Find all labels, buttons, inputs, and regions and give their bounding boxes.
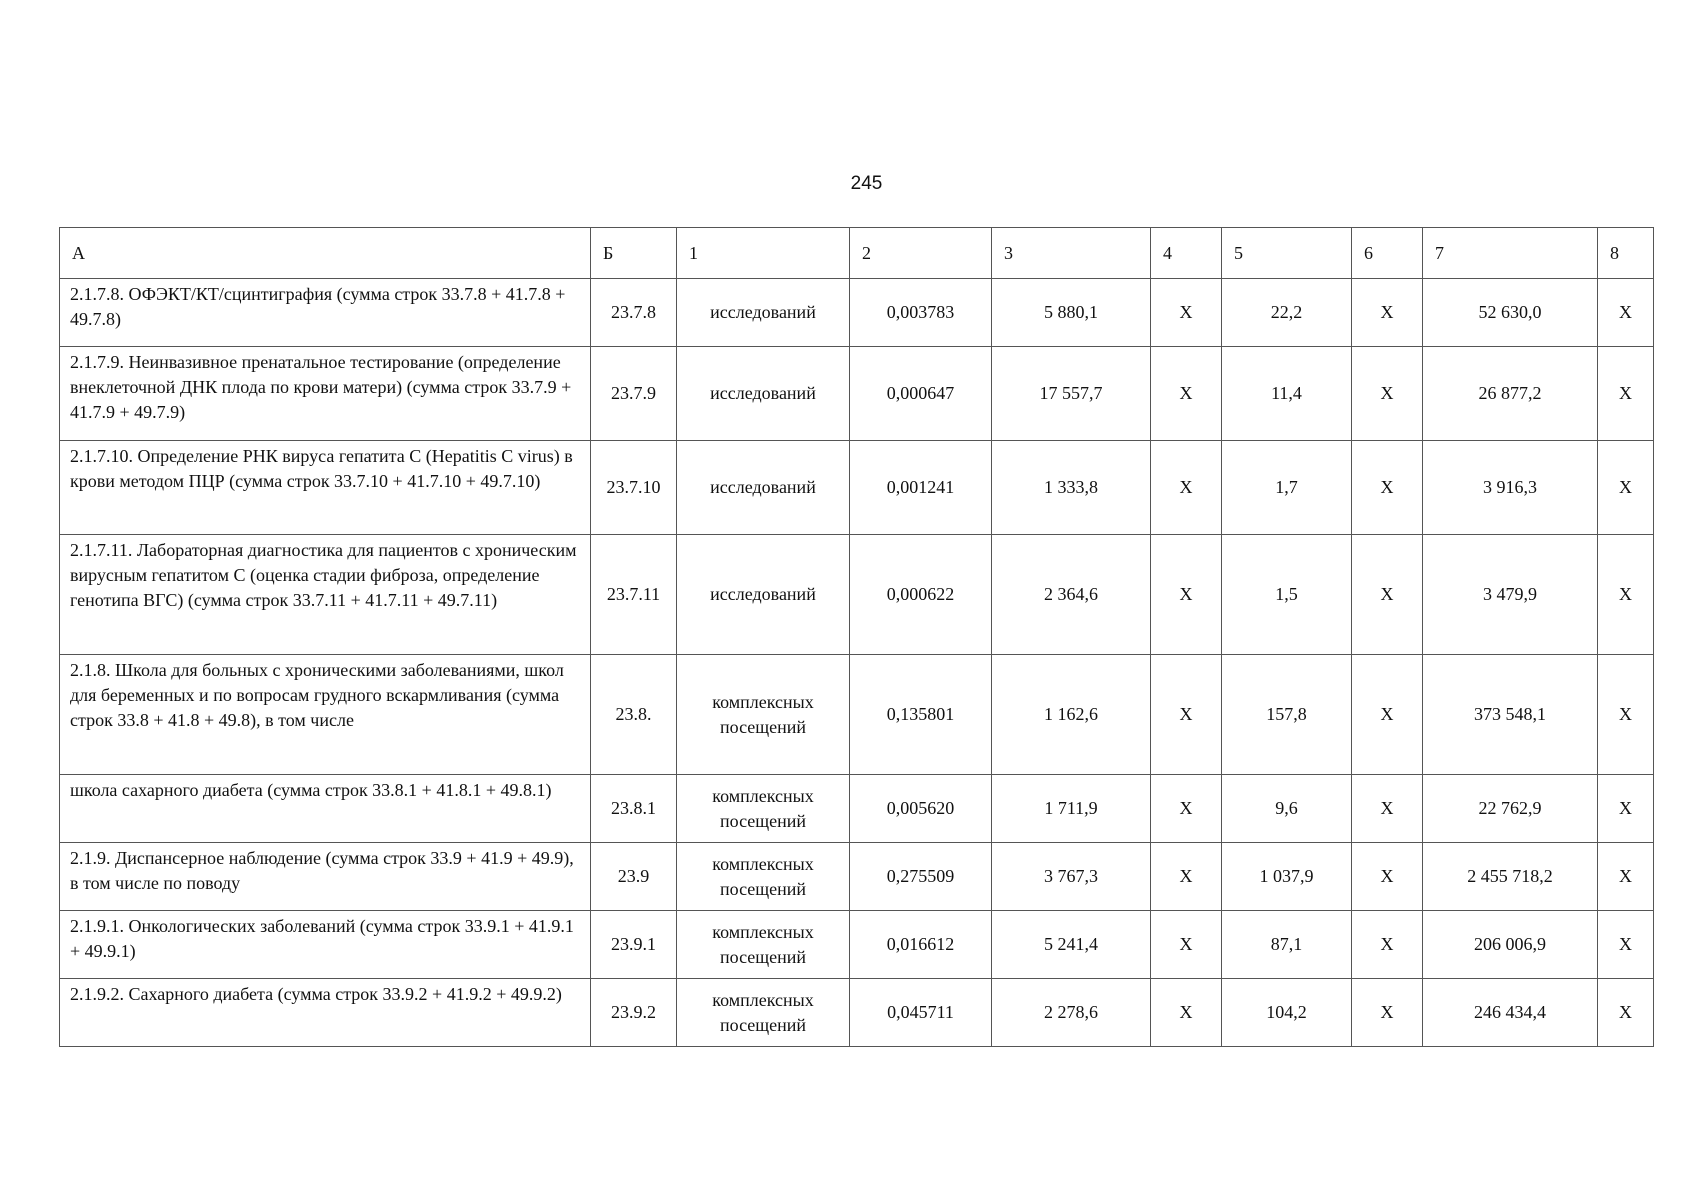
table-cell: 0,005620 xyxy=(850,775,992,843)
table-cell: 0,135801 xyxy=(850,655,992,775)
table-cell: X xyxy=(1151,655,1222,775)
table-cell: 0,016612 xyxy=(850,911,992,979)
table-cell: 0,001241 xyxy=(850,441,992,535)
table-cell: 5 241,4 xyxy=(992,911,1151,979)
table-cell: X xyxy=(1352,441,1423,535)
table-cell: X xyxy=(1151,775,1222,843)
table-cell: X xyxy=(1151,843,1222,911)
table-cell: 2 364,6 xyxy=(992,535,1151,655)
table-cell: X xyxy=(1352,535,1423,655)
header-cell: 2 xyxy=(850,228,992,279)
table-row xyxy=(60,279,1654,347)
table-cell: 1,7 xyxy=(1222,441,1352,535)
table-cell: 0,003783 xyxy=(850,279,992,347)
table-cell: 9,6 xyxy=(1222,775,1352,843)
header-cell: 6 xyxy=(1352,228,1423,279)
table-row xyxy=(60,441,1654,535)
row-code: 23.9.2 xyxy=(591,979,677,1047)
table-cell: X xyxy=(1598,441,1654,535)
row-code: 23.7.11 xyxy=(591,535,677,655)
table-cell: 1 333,8 xyxy=(992,441,1151,535)
table-cell: 3 767,3 xyxy=(992,843,1151,911)
table-cell: 3 916,3 xyxy=(1423,441,1598,535)
table-cell: 26 877,2 xyxy=(1423,347,1598,441)
row-code: 23.9.1 xyxy=(591,911,677,979)
header-cell: 4 xyxy=(1151,228,1222,279)
table-cell: 373 548,1 xyxy=(1423,655,1598,775)
table-cell: 1 162,6 xyxy=(992,655,1151,775)
row-label: 2.1.7.9. Неинвазивное пренатальное тестирование (определение внеклеточной ДНК плода по крови матери) (сумма строк 33.7.9 + 41.7.9 + 49.7.9) xyxy=(60,347,591,441)
table-cell: 17 557,7 xyxy=(992,347,1151,441)
table-row xyxy=(60,979,1654,1047)
table-cell: X xyxy=(1151,979,1222,1047)
header-cell: А xyxy=(60,228,591,279)
table-cell: X xyxy=(1598,843,1654,911)
row-unit: исследований xyxy=(677,535,850,655)
table-cell: 0,045711 xyxy=(850,979,992,1047)
table-cell: 2 455 718,2 xyxy=(1423,843,1598,911)
table-cell: 22 762,9 xyxy=(1423,775,1598,843)
table-cell: X xyxy=(1151,911,1222,979)
header-cell: 8 xyxy=(1598,228,1654,279)
table-cell: X xyxy=(1151,347,1222,441)
row-label: 2.1.9.2. Сахарного диабета (сумма строк 33.9.2 + 41.9.2 + 49.9.2) xyxy=(60,979,591,1047)
row-unit: исследований xyxy=(677,441,850,535)
table-row xyxy=(60,843,1654,911)
table-cell: 0,000647 xyxy=(850,347,992,441)
table-cell: X xyxy=(1151,535,1222,655)
row-unit: комплексных посещений xyxy=(677,843,850,911)
table-cell: 11,4 xyxy=(1222,347,1352,441)
row-code: 23.9 xyxy=(591,843,677,911)
row-label: школа сахарного диабета (сумма строк 33.8.1 + 41.8.1 + 49.8.1) xyxy=(60,775,591,843)
table-cell: X xyxy=(1598,535,1654,655)
table-row xyxy=(60,911,1654,979)
row-unit: исследований xyxy=(677,347,850,441)
table-cell: 157,8 xyxy=(1222,655,1352,775)
row-unit: комплексных посещений xyxy=(677,979,850,1047)
table-cell: 1 711,9 xyxy=(992,775,1151,843)
table-row xyxy=(60,655,1654,775)
table-cell: X xyxy=(1352,843,1423,911)
table-cell: X xyxy=(1352,911,1423,979)
header-cell: 7 xyxy=(1423,228,1598,279)
row-label: 2.1.8. Школа для больных с хроническими заболеваниями, школ для беременных и по вопросам грудного вскармливания (сумма строк 33.8 + 41.8 + 49.8), в том числе xyxy=(60,655,591,775)
table-cell: X xyxy=(1352,655,1423,775)
table-cell: X xyxy=(1598,347,1654,441)
row-label: 2.1.9. Диспансерное наблюдение (сумма строк 33.9 + 41.9 + 49.9), в том числе по поводу xyxy=(60,843,591,911)
table-cell: 104,2 xyxy=(1222,979,1352,1047)
header-cell: 3 xyxy=(992,228,1151,279)
table-cell: 1 037,9 xyxy=(1222,843,1352,911)
table-cell: X xyxy=(1598,279,1654,347)
table-cell: 246 434,4 xyxy=(1423,979,1598,1047)
row-code: 23.7.8 xyxy=(591,279,677,347)
header-cell: 1 xyxy=(677,228,850,279)
table-cell: 206 006,9 xyxy=(1423,911,1598,979)
table-cell: X xyxy=(1151,279,1222,347)
table-cell: 2 278,6 xyxy=(992,979,1151,1047)
row-label: 2.1.7.11. Лабораторная диагностика для пациентов с хроническим вирусным гепатитом С (оценка стадии фиброза, определение генотипа ВГС) (сумма строк 33.7.11 + 41.7.11 + 49.7.11) xyxy=(60,535,591,655)
table-cell: 87,1 xyxy=(1222,911,1352,979)
table-cell: X xyxy=(1598,979,1654,1047)
row-code: 23.7.10 xyxy=(591,441,677,535)
row-label: 2.1.7.10. Определение РНК вируса гепатита С (Hepatitis C virus) в крови методом ПЦР (сумма строк 33.7.10 + 41.7.10 + 49.7.10) xyxy=(60,441,591,535)
table-cell: X xyxy=(1598,655,1654,775)
table-cell: 22,2 xyxy=(1222,279,1352,347)
row-unit: комплексных посещений xyxy=(677,911,850,979)
row-label: 2.1.9.1. Онкологических заболеваний (сумма строк 33.9.1 + 41.9.1 + 49.9.1) xyxy=(60,911,591,979)
table-cell: X xyxy=(1352,347,1423,441)
row-code: 23.8.1 xyxy=(591,775,677,843)
table-cell: X xyxy=(1352,775,1423,843)
row-unit: исследований xyxy=(677,279,850,347)
table-cell: 5 880,1 xyxy=(992,279,1151,347)
row-label: 2.1.7.8. ОФЭКТ/КТ/сцинтиграфия (сумма строк 33.7.8 + 41.7.8 + 49.7.8) xyxy=(60,279,591,347)
table-cell: X xyxy=(1151,441,1222,535)
header-cell: Б xyxy=(591,228,677,279)
table-row xyxy=(60,347,1654,441)
row-unit: комплексных посещений xyxy=(677,775,850,843)
table-row xyxy=(60,535,1654,655)
row-unit: комплексных посещений xyxy=(677,655,850,775)
data-table xyxy=(59,227,1654,1047)
table-cell: 0,000622 xyxy=(850,535,992,655)
page-number: 245 xyxy=(850,173,883,194)
table-cell: 52 630,0 xyxy=(1423,279,1598,347)
table-row xyxy=(60,775,1654,843)
table-cell: X xyxy=(1598,775,1654,843)
row-code: 23.7.9 xyxy=(591,347,677,441)
table-cell: 0,275509 xyxy=(850,843,992,911)
table-header-row xyxy=(60,228,1654,279)
table-cell: X xyxy=(1352,279,1423,347)
table-cell: X xyxy=(1352,979,1423,1047)
table-cell: 3 479,9 xyxy=(1423,535,1598,655)
table-cell: X xyxy=(1598,911,1654,979)
table-cell: 1,5 xyxy=(1222,535,1352,655)
row-code: 23.8. xyxy=(591,655,677,775)
header-cell: 5 xyxy=(1222,228,1352,279)
